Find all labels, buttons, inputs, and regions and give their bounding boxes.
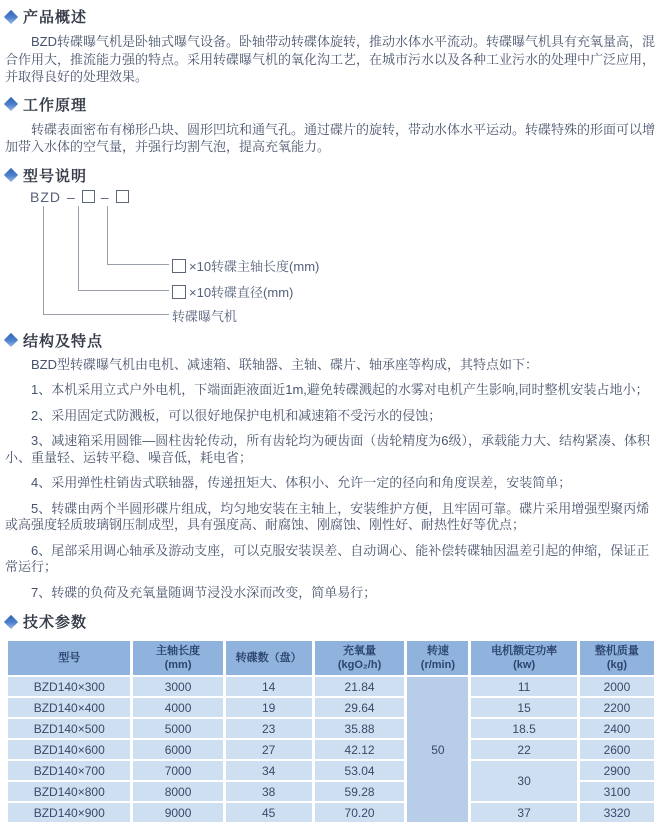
table-cell: 15 [471, 698, 577, 717]
column-header: 电机额定功率 (kw) [471, 641, 577, 675]
table-cell: 8000 [133, 782, 222, 801]
digit-box [172, 285, 186, 299]
structure-item-5: 5、转碟由两个半圆形碟片组成，均匀地安装在主轴上，安装维护方便，且牢固可靠。碟片采用增强型聚丙烯或高强度轻质玻璃钢压制成型，具有强度高、耐腐蚀、刚腐蚀、刚性好、耐热性好等优点； [5, 500, 650, 532]
model-label-machine-name: 转碟曝气机 [172, 308, 238, 324]
table-cell: 2600 [580, 740, 654, 759]
table-cell: 3100 [580, 782, 654, 801]
table-cell: 35.88 [315, 719, 405, 738]
column-header: 型号 [8, 641, 130, 675]
table-cell: 50 [407, 677, 468, 822]
table-cell: 27 [226, 740, 312, 759]
model-label-shaft-length [172, 256, 319, 275]
table-cell: 11 [471, 677, 577, 696]
overview-heading-text: 产品概述 [23, 9, 88, 26]
table-cell: 45 [226, 803, 312, 822]
specs-header-row [8, 641, 654, 675]
connector-line-machine-name [43, 206, 169, 315]
table-cell: 22 [471, 740, 577, 759]
structure-item-3: 3、减速箱采用圆锥—圆柱齿轮传动，所有齿轮均为硬齿面（齿轮精度为6级），承载能力大、结构紧凑、体积小、重量轻、运转平稳、噪音低，耗电省； [5, 433, 650, 465]
table-cell: 18.5 [471, 719, 577, 738]
structure-heading-text: 结构及特点 [23, 332, 104, 350]
table-cell: BZD140×500 [8, 719, 130, 738]
table-cell: 2200 [580, 698, 654, 717]
column-header: 充氧量 (kgO₂/h) [315, 641, 405, 675]
model-code-diagram [5, 189, 655, 325]
table-cell: 30 [471, 761, 577, 801]
model-digit-box [116, 190, 129, 203]
section-heading-principle [5, 94, 655, 115]
diamond-bullet-icon [4, 97, 18, 111]
table-cell: 53.04 [315, 761, 405, 780]
table-row [8, 719, 654, 738]
table-cell: 2000 [580, 677, 654, 696]
table-cell: 37 [471, 803, 577, 822]
table-cell: 34 [226, 761, 312, 780]
structure-item-2: 2、采用固定式防溅板，可以很好地保护电机和减速箱不受污水的侵蚀； [31, 407, 442, 423]
table-cell: 59.28 [315, 782, 405, 801]
table-row [8, 761, 654, 780]
column-header: 主轴长度 (mm) [133, 641, 222, 675]
diamond-bullet-icon [4, 168, 18, 182]
section-heading-model [5, 165, 655, 186]
diamond-bullet-icon [4, 333, 18, 347]
table-cell: 14 [226, 677, 312, 696]
table-cell: 3000 [133, 677, 222, 696]
structure-item-1: 1、本机采用立式户外电机，下端面距液面近1m,避免转碟溅起的水雾对电机产生影响,同时整机安装占地小； [31, 382, 649, 397]
specs-heading-text: 技术参数 [23, 614, 88, 631]
structure-item-4: 4、采用弹性柱销齿式联轴器，传递扭矩大、体积小、允许一定的径向和角度误差，安装简单； [31, 475, 572, 490]
table-cell: BZD140×400 [8, 698, 130, 717]
table-cell: 2900 [580, 761, 654, 780]
table-row [8, 740, 654, 759]
table-cell: 42.12 [315, 740, 405, 759]
table-cell: 6000 [133, 740, 222, 759]
disc-diameter-label-text: ×10转碟直径(mm) [189, 284, 294, 300]
column-header: 整机质量 (kg) [580, 641, 654, 675]
principle-paragraph: 转碟表面密布有梯形凸块、圆形凹坑和通气孔。通过碟片的旋转，带动水体水平运动。转碟特殊的形面可以增加带入水体的空气量，并强行均割气泡，提高充氧能力。 [5, 121, 656, 154]
specs-table-body [8, 677, 654, 822]
column-header: 转速 (r/min) [407, 641, 468, 675]
structure-intro: BZD型转碟曝气机由电机、减速箱、联轴器、主轴、碟片、轴承座等构成，其特点如下： [31, 356, 539, 372]
diamond-bullet-icon [4, 9, 18, 23]
table-cell: 7000 [133, 761, 222, 780]
table-row [8, 677, 654, 696]
table-cell: 2400 [580, 719, 654, 738]
table-cell: BZD140×700 [8, 761, 130, 780]
column-header: 转碟数（盘） [226, 641, 312, 675]
table-cell: BZD140×300 [8, 677, 130, 696]
model-prefix: BZD [30, 188, 61, 205]
table-cell: 9000 [133, 803, 222, 822]
table-row [8, 803, 654, 822]
table-cell: 21.84 [315, 677, 405, 696]
table-cell: 19 [226, 698, 312, 717]
model-code [30, 189, 129, 205]
structure-item-6: 6、尾部采用调心轴承及游动支座，可以克服安装误差、自动调心、能补偿转碟轴因温差引起的伸缩，保证正常运行； [5, 542, 650, 574]
table-cell: BZD140×800 [8, 782, 130, 801]
specs-table-head [8, 641, 654, 675]
table-cell: 23 [226, 719, 312, 738]
table-cell: 4000 [133, 698, 222, 717]
table-cell: 70.20 [315, 803, 405, 822]
table-cell: 5000 [133, 719, 222, 738]
table-cell: 3320 [580, 803, 654, 822]
model-dash: – [67, 188, 76, 205]
shaft-length-label-text: ×10转碟主轴长度(mm) [189, 258, 320, 274]
overview-paragraph: BZD转碟曝气机是卧轴式曝气设备。卧轴带动转碟体旋转，推动水体水平流动。转碟曝气机具有充氧量高，混合作用大，推流能力强的特点。采用转碟曝气机的氧化沟工艺，在城市污水以及各种工业污水的处理中广泛应用，并取得良好的处理效果。 [5, 34, 656, 84]
table-cell: BZD140×900 [8, 803, 130, 822]
table-cell: 29.64 [315, 698, 405, 717]
section-heading-specs [5, 611, 655, 632]
table-cell: BZD140×600 [8, 740, 130, 759]
table-row [8, 698, 654, 717]
specs-table [5, 639, 657, 824]
table-cell: 38 [226, 782, 312, 801]
model-dash: – [100, 188, 110, 205]
principle-heading-text: 工作原理 [23, 96, 88, 114]
section-heading-overview [5, 6, 655, 27]
diamond-bullet-icon [4, 614, 18, 628]
digit-box [172, 259, 186, 273]
model-heading-text: 型号说明 [23, 167, 88, 185]
structure-item-7: 7、转碟的负荷及充氧量随调节浸没水深而改变，简单易行； [31, 584, 377, 600]
model-digit-box [82, 190, 95, 203]
model-label-disc-diameter [172, 282, 293, 301]
section-heading-structure [5, 330, 655, 351]
